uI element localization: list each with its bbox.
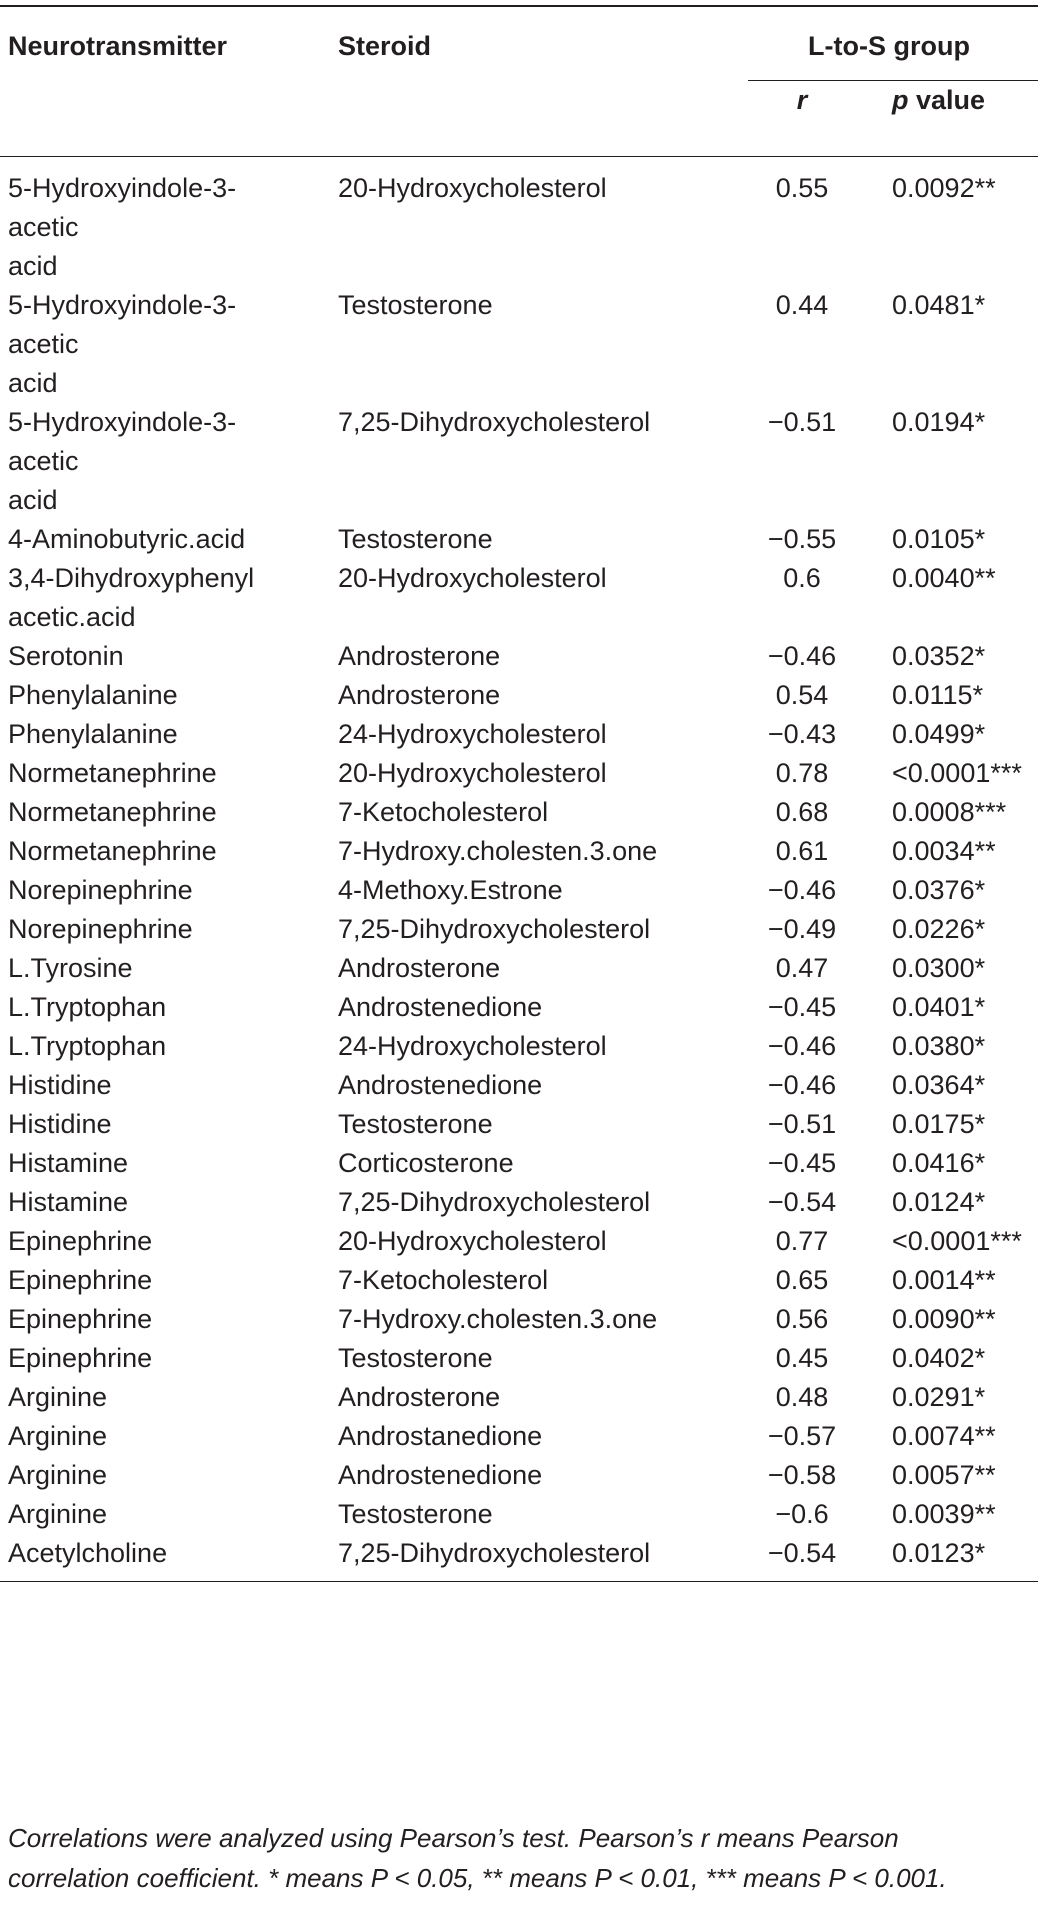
- table-row: [0, 1144, 1038, 1183]
- cell-p-value: 0.0499*: [892, 719, 986, 749]
- cell-p-value: 0.0364*: [892, 1070, 986, 1100]
- cell-r: 0.77: [775, 1226, 829, 1256]
- cell-steroid: 7-Ketocholesterol: [338, 1265, 549, 1295]
- cell-steroid: Androstenedione: [338, 992, 543, 1022]
- cell-p-value: 0.0401*: [892, 992, 986, 1022]
- cell-neurotransmitter: Serotonin: [8, 641, 124, 671]
- cell-r: 0.61: [775, 836, 829, 866]
- cell-steroid: 7-Ketocholesterol: [338, 797, 549, 827]
- cell-neurotransmitter: Histidine: [8, 1109, 112, 1139]
- table-body: [0, 157, 1038, 1582]
- cell-p-value: 0.0124*: [892, 1187, 986, 1217]
- cell-p-value: 0.0481*: [892, 290, 986, 320]
- cell-neurotransmitter: Histamine: [8, 1148, 129, 1178]
- cell-steroid: 4-Methoxy.Estrone: [338, 875, 563, 905]
- table-row: [0, 832, 1038, 871]
- cell-neurotransmitter: Arginine: [8, 1499, 108, 1529]
- cell-steroid: Androstenedione: [338, 1460, 543, 1490]
- cell-neurotransmitter: Normetanephrine: [8, 797, 217, 827]
- cell-r: −0.49: [767, 914, 837, 944]
- table-row: [0, 1456, 1038, 1495]
- cell-neurotransmitter: Phenylalanine: [8, 680, 178, 710]
- table-row: [0, 1534, 1038, 1582]
- cell-neurotransmitter: Norepinephrine: [8, 914, 193, 944]
- cell-r: −0.54: [748, 1534, 878, 1582]
- cell-p-value: 0.0090**: [892, 1304, 996, 1334]
- cell-neurotransmitter: 5-Hydroxyindole-3- acetic acid: [8, 173, 237, 281]
- cell-steroid: 20-Hydroxycholesterol: [338, 173, 607, 203]
- table-row: [0, 949, 1038, 988]
- cell-steroid: 7-Hydroxy.cholesten.3.one: [338, 1304, 658, 1334]
- table-row: [0, 1417, 1038, 1456]
- cell-r: 0.65: [775, 1265, 829, 1295]
- cell-neurotransmitter: Arginine: [8, 1460, 108, 1490]
- cell-neurotransmitter: 5-Hydroxyindole-3- acetic acid: [8, 290, 237, 398]
- cell-steroid: Androstanedione: [338, 1421, 543, 1451]
- cell-neurotransmitter: Histidine: [8, 1070, 112, 1100]
- table-row: [0, 1105, 1038, 1144]
- table-footnote: [8, 1818, 1032, 1898]
- cell-neurotransmitter: L.Tryptophan: [8, 992, 167, 1022]
- header-row-1: [0, 6, 1038, 80]
- cell-p-value: 0.0014**: [892, 1265, 996, 1295]
- cell-neurotransmitter: Histamine: [8, 1187, 129, 1217]
- cell-steroid: Androsterone: [338, 641, 501, 671]
- cell-neurotransmitter: Normetanephrine: [8, 836, 217, 866]
- cell-p-value: 0.0226*: [892, 914, 986, 944]
- cell-p-value: 0.0416*: [892, 1148, 986, 1178]
- table-row: [0, 871, 1038, 910]
- cell-r: −0.46: [767, 641, 837, 671]
- cell-r: 0.44: [775, 290, 829, 320]
- cell-steroid: Testosterone: [338, 524, 493, 554]
- table-row: [0, 1378, 1038, 1417]
- cell-steroid: 20-Hydroxycholesterol: [338, 563, 607, 593]
- table-row: [0, 793, 1038, 832]
- cell-neurotransmitter: Arginine: [8, 1421, 108, 1451]
- cell-r: 0.56: [775, 1304, 829, 1334]
- table-row: [0, 1300, 1038, 1339]
- cell-neurotransmitter: L.Tryptophan: [8, 1031, 167, 1061]
- cell-r: 0.68: [775, 797, 829, 827]
- cell-p-value: 0.0105*: [892, 524, 986, 554]
- table-row: [0, 286, 1038, 403]
- cell-p-value: 0.0291*: [892, 1382, 986, 1412]
- cell-p-value: <0.0001***: [892, 758, 1022, 788]
- cell-steroid: Testosterone: [338, 1499, 493, 1529]
- cell-p-value: 0.0039**: [892, 1499, 996, 1529]
- cell-steroid: 7,25-Dihydroxycholesterol: [338, 914, 651, 944]
- cell-r: −0.45: [767, 992, 837, 1022]
- cell-p-value: 0.0300*: [892, 953, 986, 983]
- header-p-italic: p: [892, 84, 909, 115]
- cell-p-value: 0.0040**: [892, 563, 996, 593]
- cell-p-value: 0.0194*: [892, 407, 986, 437]
- cell-p-value: 0.0034**: [892, 836, 996, 866]
- table-row: [0, 1261, 1038, 1300]
- cell-r: −0.46: [767, 1070, 837, 1100]
- table-row: [0, 1495, 1038, 1534]
- cell-r: −0.54: [767, 1187, 837, 1217]
- cell-r: 0.6: [783, 563, 821, 593]
- cell-p-value: 0.0175*: [892, 1109, 986, 1139]
- cell-r: −0.51: [767, 1109, 837, 1139]
- cell-neurotransmitter: 5-Hydroxyindole-3- acetic acid: [8, 407, 237, 515]
- cell-steroid: 7,25-Dihydroxycholesterol: [338, 407, 651, 437]
- cell-r: 0.54: [775, 680, 829, 710]
- cell-p-value: 0.0123*: [878, 1534, 1038, 1582]
- cell-r: −0.57: [767, 1421, 837, 1451]
- table-row: [0, 715, 1038, 754]
- cell-steroid: Testosterone: [338, 290, 493, 320]
- cell-p-value: 0.0074**: [892, 1421, 996, 1451]
- cell-neurotransmitter: L.Tyrosine: [8, 953, 133, 983]
- cell-neurotransmitter: Epinephrine: [8, 1304, 153, 1334]
- cell-r: −0.55: [767, 524, 837, 554]
- header-p-value: [878, 80, 1038, 157]
- cell-steroid: 24-Hydroxycholesterol: [338, 1031, 607, 1061]
- cell-steroid: Testosterone: [338, 1343, 493, 1373]
- footnote-line-2: correlation coefficient. * means P < 0.05, ** means P < 0.01, *** means P < 0.001.: [8, 1863, 947, 1893]
- table-row: [0, 157, 1038, 287]
- cell-r: 0.47: [775, 953, 829, 983]
- cell-neurotransmitter: Epinephrine: [8, 1265, 153, 1295]
- cell-r: 0.78: [775, 758, 829, 788]
- cell-neurotransmitter: Norepinephrine: [8, 875, 193, 905]
- cell-r: 0.55: [775, 173, 829, 203]
- cell-neurotransmitter: 4-Aminobutyric.acid: [8, 524, 246, 554]
- cell-r: −0.45: [767, 1148, 837, 1178]
- cell-p-value: 0.0092**: [892, 173, 996, 203]
- table-row: [0, 988, 1038, 1027]
- cell-neurotransmitter: Arginine: [8, 1382, 108, 1412]
- cell-steroid: Androsterone: [338, 953, 501, 983]
- cell-neurotransmitter: Acetylcholine: [0, 1534, 338, 1582]
- cell-steroid: Androstenedione: [338, 1070, 543, 1100]
- table-row: [0, 1183, 1038, 1222]
- correlation-table: [0, 5, 1038, 1582]
- header-group-label: L-to-S group: [748, 6, 1038, 80]
- table-row: [0, 1066, 1038, 1105]
- cell-neurotransmitter: Epinephrine: [8, 1343, 153, 1373]
- cell-steroid: Androsterone: [338, 1382, 501, 1412]
- cell-steroid: Testosterone: [338, 1109, 493, 1139]
- table-row: [0, 910, 1038, 949]
- cell-r: −0.46: [767, 1031, 837, 1061]
- table-row: [0, 403, 1038, 520]
- cell-p-value: 0.0352*: [892, 641, 986, 671]
- cell-steroid: Corticosterone: [338, 1148, 514, 1178]
- cell-steroid: 20-Hydroxycholesterol: [338, 758, 607, 788]
- cell-p-value: 0.0008***: [892, 797, 1007, 827]
- cell-r: 0.45: [775, 1343, 829, 1373]
- cell-neurotransmitter: Normetanephrine: [8, 758, 217, 788]
- cell-neurotransmitter: 3,4-Dihydroxyphenyl acetic.acid: [8, 563, 255, 632]
- cell-steroid: 24-Hydroxycholesterol: [338, 719, 607, 749]
- header-spacer: [338, 80, 748, 157]
- cell-p-value: 0.0057**: [892, 1460, 996, 1490]
- header-p-rest: value: [908, 84, 986, 115]
- cell-p-value: 0.0376*: [892, 875, 986, 905]
- cell-p-value: 0.0115*: [892, 680, 984, 710]
- cell-steroid: 7,25-Dihydroxycholesterol: [338, 1534, 748, 1582]
- table-row: [0, 676, 1038, 715]
- cell-neurotransmitter: Phenylalanine: [8, 719, 178, 749]
- cell-p-value: 0.0402*: [892, 1343, 986, 1373]
- cell-p-value: <0.0001***: [892, 1226, 1022, 1256]
- table-row: [0, 637, 1038, 676]
- table-row: [0, 559, 1038, 637]
- cell-steroid: 7-Hydroxy.cholesten.3.one: [338, 836, 658, 866]
- cell-steroid: 7,25-Dihydroxycholesterol: [338, 1187, 651, 1217]
- cell-r: −0.6: [775, 1499, 829, 1529]
- cell-r: 0.48: [775, 1382, 829, 1412]
- table-row: [0, 754, 1038, 793]
- footnote-line-1: Correlations were analyzed using Pearson’s test. Pearson’s r means Pearson: [8, 1823, 899, 1853]
- table-row: [0, 1027, 1038, 1066]
- cell-p-value: 0.0380*: [892, 1031, 986, 1061]
- header-steroid: Steroid: [338, 6, 748, 80]
- header-neurotransmitter: Neurotransmitter: [0, 6, 338, 80]
- cell-steroid: Androsterone: [338, 680, 501, 710]
- cell-r: −0.58: [767, 1460, 837, 1490]
- header-r: r: [748, 80, 878, 157]
- header-row-2: [0, 80, 1038, 157]
- header-spacer: [0, 80, 338, 157]
- cell-r: −0.46: [767, 875, 837, 905]
- table-row: [0, 520, 1038, 559]
- cell-steroid: 20-Hydroxycholesterol: [338, 1226, 607, 1256]
- cell-neurotransmitter: Epinephrine: [8, 1226, 153, 1256]
- table-row: [0, 1222, 1038, 1261]
- cell-r: −0.43: [767, 719, 837, 749]
- table-row: [0, 1339, 1038, 1378]
- cell-r: −0.51: [767, 407, 837, 437]
